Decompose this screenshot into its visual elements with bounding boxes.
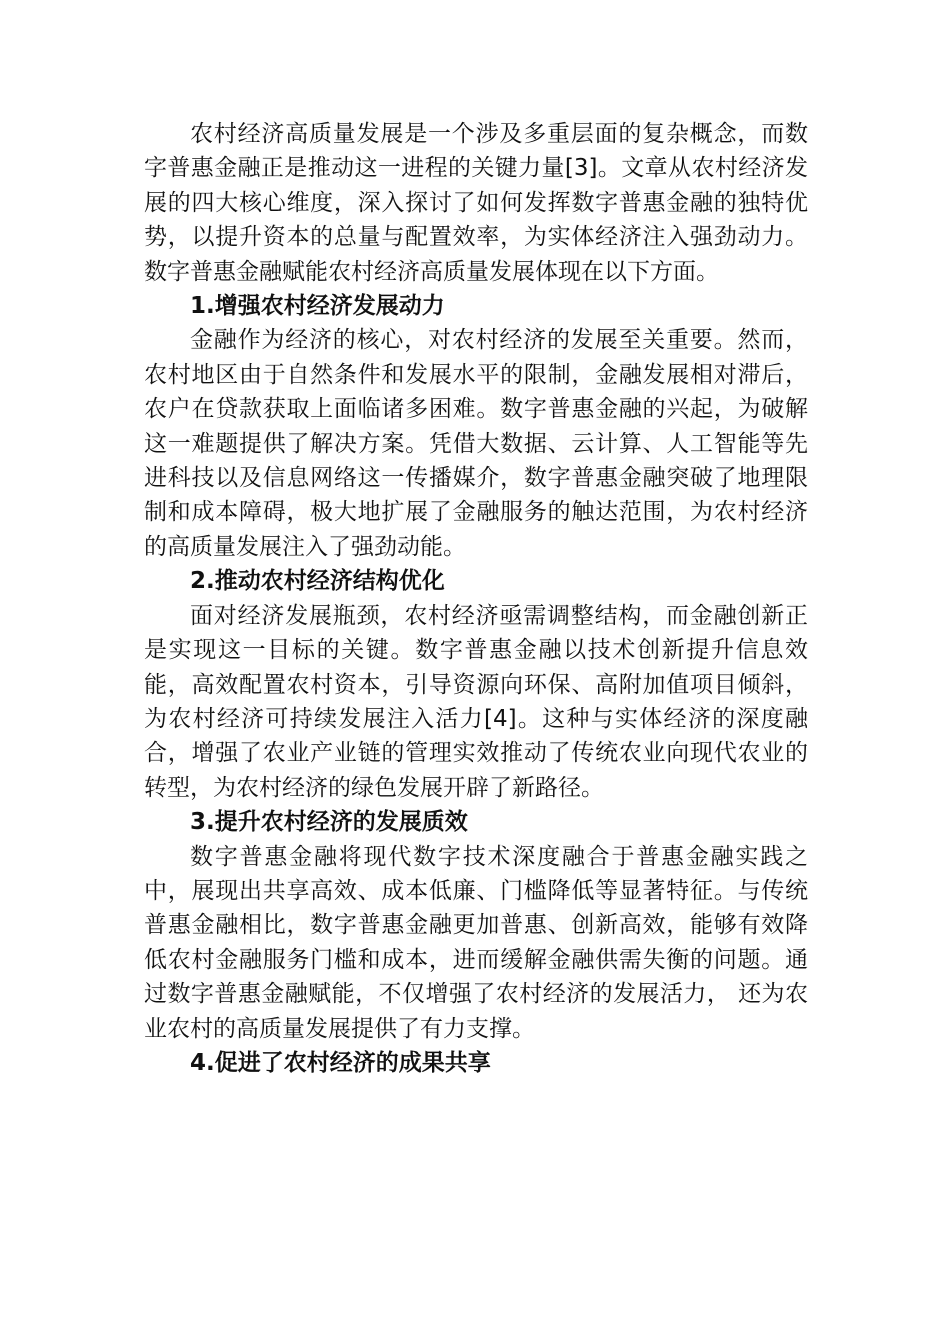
section-1 bbox=[144, 289, 808, 564]
section-paragraph: 面对经济发展瓶颈，农村经济亟需调整结构，而金融创新正是实现这一目标的关键。数字普惠金融以技术创新提升信息效能，高效配置农村资本，引导资源向环保、高附加值项目倾斜，为农村经济可持续发展注入活力[4]。这种与实体经济的深度融合，增强了农业产业链的管理实效推动了传统农业向现代农业的转型，为农村经济的绿色发展开辟了新路径。 bbox=[144, 602, 808, 801]
section-paragraph: 数字普惠金融将现代数字技术深度融合于普惠金融实践之中，展现出共享高效、成本低廉、门槛降低等显著特征。与传统普惠金融相比，数字普惠金融更加普惠、创新高效，能够有效降低农村金融服务门槛和成本，进而缓解金融供需失衡的问题。通过数字普惠金融赋能，不仅增强了农村经济的发展活力， 还为农业农村的高质量发展提供了有力支撑。 bbox=[144, 843, 808, 1042]
section-heading: 2.推动农村经济结构优化 bbox=[190, 568, 445, 595]
intro-paragraph: 农村经济高质量发展是一个涉及多重层面的复杂概念，而数字普惠金融正是推动这一进程的关键力量[3]。文章从农村经济发展的四大核心维度，深入探讨了如何发挥数字普惠金融的独特优势，以提升资本的总量与配置效率，为实体经济注入强劲动力。数字普惠金融赋能农村经济高质量发展体现在以下方面。 bbox=[144, 121, 808, 285]
section-heading: 3.提升农村经济的发展质效 bbox=[190, 809, 468, 836]
document-body bbox=[144, 117, 808, 1080]
section-3 bbox=[144, 805, 808, 1046]
section-heading: 1.增强农村经济发展动力 bbox=[190, 293, 445, 320]
section-2 bbox=[144, 564, 808, 805]
section-4 bbox=[144, 1046, 808, 1080]
section-heading: 4.促进了农村经济的成果共享 bbox=[190, 1049, 491, 1076]
section-paragraph: 金融作为经济的核心，对农村经济的发展至关重要。然而，农村地区由于自然条件和发展水平的限制，金融发展相对滞后，农户在贷款获取上面临诸多困难。数字普惠金融的兴起，为破解这一难题提供了解决方案。凭借大数据、云计算、人工智能等先进科技以及信息网络这一传播媒介，数字普惠金融突破了地理限制和成本障碍，极大地扩展了金融服务的触达范围，为农村经济的高质量发展注入了强劲动能。 bbox=[144, 327, 808, 560]
